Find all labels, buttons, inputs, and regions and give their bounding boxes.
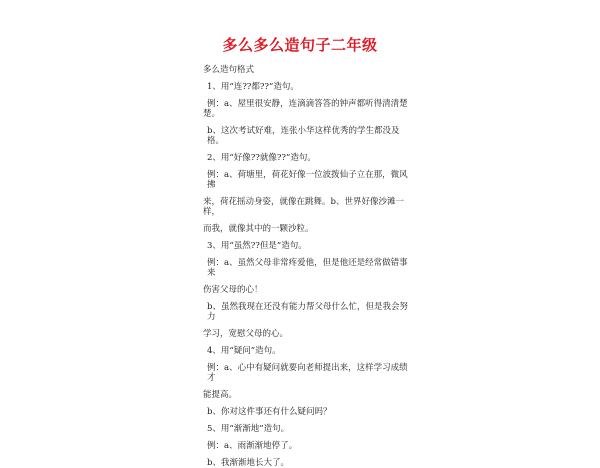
example-line: 例：a、心中有疑问就要向老师提出来，这样学习成绩才 bbox=[207, 363, 408, 383]
item-heading: 5、用“渐渐地”造句。 bbox=[207, 424, 290, 434]
item-heading: 4、用“疑问”造句。 bbox=[207, 346, 281, 356]
example-line: 能提高。 bbox=[203, 390, 238, 400]
example-line: b、你对这件事还有什么疑问吗？ bbox=[207, 407, 332, 417]
item-heading: 2、用“好像??就像??”造句。 bbox=[207, 153, 316, 163]
example-line: 而我，就像其中的一颗沙粒。 bbox=[203, 224, 314, 234]
example-line: 例：a、屋里很安静，连滴滴答答的钟声都听得清清楚 bbox=[207, 99, 408, 109]
example-line: 来，荷花摇动身姿，就像在跳舞。b、世界好像沙滩一样， bbox=[203, 197, 404, 217]
example-line: 学习，宽慰父母的心。 bbox=[203, 329, 289, 339]
section-heading: 多么造句格式 bbox=[203, 65, 255, 75]
document-body bbox=[203, 65, 413, 468]
document-title: 多么多么造句子二年级 bbox=[222, 36, 378, 54]
item-heading: 3、用“虽然??但是”造句。 bbox=[207, 241, 307, 251]
example-line: 例：a、雨渐渐地停了。 bbox=[207, 441, 298, 451]
item-heading: 1、用“连??都??”造句。 bbox=[207, 82, 299, 92]
example-line: b、虽然我现在还没有能力帮父母什么忙，但是我会努力 bbox=[207, 302, 408, 322]
example-line: b、我渐渐地长大了。 bbox=[207, 458, 289, 468]
example-line: 例：a、虽然父母非常疼爱他，但是他还是经常做错事来 bbox=[207, 258, 408, 278]
example-line: 例：a、荷塘里，荷花好像一位波拨仙子立在那，微风拂 bbox=[207, 170, 408, 190]
example-line: 伤害父母的心！ bbox=[203, 285, 263, 295]
example-line: b、这次考试好难，连张小华这样优秀的学生都没及格。 bbox=[207, 126, 400, 146]
example-line: 楚。 bbox=[203, 109, 221, 119]
